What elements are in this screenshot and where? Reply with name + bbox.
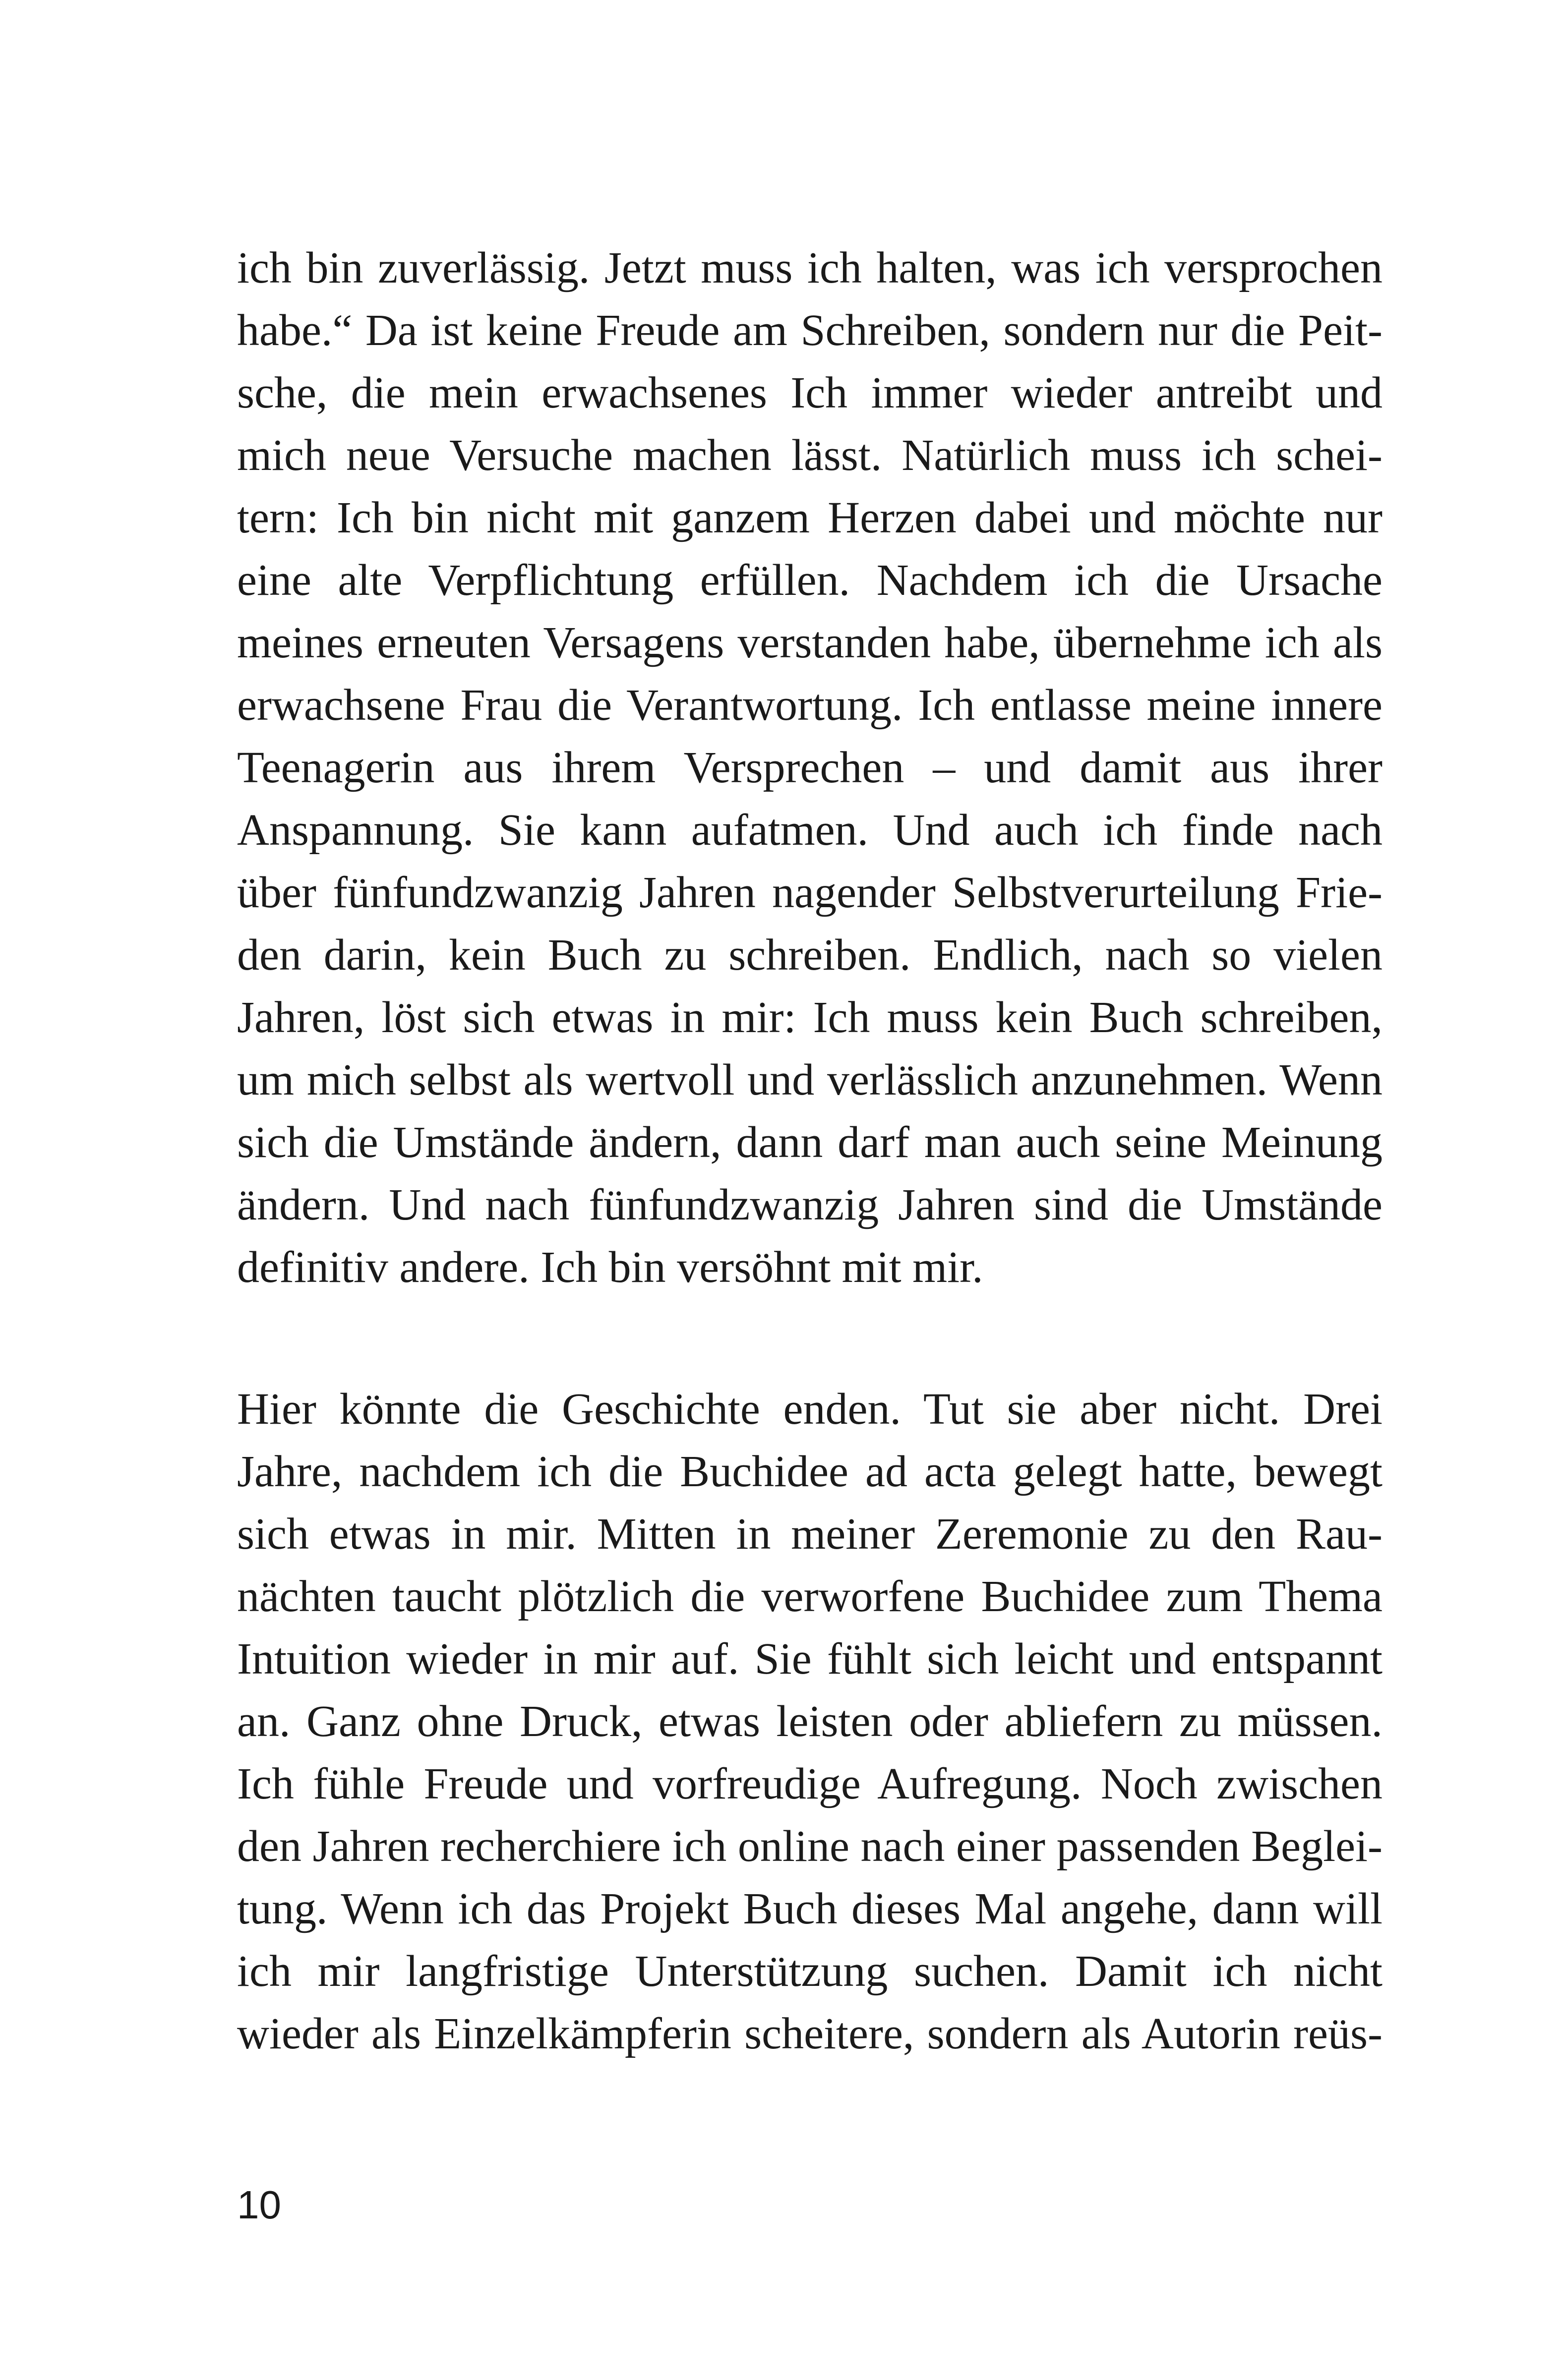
text-line: meines erneuten Versagens verstanden habe, übernehme ich als <box>237 618 1383 667</box>
text-line: um mich selbst als wertvoll und verlässlich anzunehmen. Wenn <box>237 1055 1383 1104</box>
text-line: sich etwas in mir. Mitten in meiner Zeremonie zu den Rau- <box>237 1509 1383 1559</box>
page-number: 10 <box>237 2183 281 2227</box>
text-line: tern: Ich bin nicht mit ganzem Herzen dabei und möchte nur <box>237 493 1383 542</box>
text-line: sich die Umstände ändern, dann darf man auch seine Meinung <box>237 1118 1383 1167</box>
text-line: Ich fühle Freude und vorfreudige Aufregung. Noch zwischen <box>237 1759 1383 1808</box>
paragraph-2 <box>237 1378 1383 2065</box>
text-line: Jahren, löst sich etwas in mir: Ich muss kein Buch schreiben, <box>237 993 1383 1042</box>
text-line: Jahre, nachdem ich die Buchidee ad acta gelegt hatte, bewegt <box>237 1447 1383 1496</box>
text-line: den Jahren recherchiere ich online nach einer passenden Beglei- <box>237 1822 1383 1871</box>
text-line: ich mir langfristige Unterstützung suchen. Damit ich nicht <box>237 1947 1383 1996</box>
text-line: ich bin zuverlässig. Jetzt muss ich halten, was ich versprochen <box>237 243 1383 292</box>
text-line: wieder als Einzelkämpferin scheitere, sondern als Autorin reüs- <box>237 2009 1383 2058</box>
text-line: Hier könnte die Geschichte enden. Tut sie aber nicht. Drei <box>237 1385 1383 1434</box>
text-line: ändern. Und nach fünfundzwanzig Jahren sind die Umstände <box>237 1180 1383 1229</box>
text-line: Teenagerin aus ihrem Versprechen – und damit aus ihrer <box>237 743 1383 792</box>
text-line: den darin, kein Buch zu schreiben. Endlich, nach so vielen <box>237 930 1383 980</box>
text-line: mich neue Versuche machen lässt. Natürlich muss ich schei- <box>237 431 1383 480</box>
text-line: habe.“ Da ist keine Freude am Schreiben, sondern nur die Peit- <box>237 306 1383 355</box>
text-line: Anspannung. Sie kann aufatmen. Und auch ich finde nach <box>237 806 1383 855</box>
text-line: definitiv andere. Ich bin versöhnt mit mir. <box>237 1243 983 1292</box>
text-line: über fünfundzwanzig Jahren nagender Selbstverurteilung Frie- <box>237 868 1383 917</box>
text-line: an. Ganz ohne Druck, etwas leisten oder abliefern zu müssen. <box>237 1697 1383 1746</box>
text-line: Intuition wieder in mir auf. Sie fühlt sich leicht und entspannt <box>237 1634 1383 1683</box>
text-line: eine alte Verpflichtung erfüllen. Nachdem ich die Ursache <box>237 556 1383 605</box>
text-line: tung. Wenn ich das Projekt Buch dieses Mal angehe, dann will <box>237 1884 1383 1933</box>
text-line: sche, die mein erwachsenes Ich immer wieder antreibt und <box>237 368 1383 417</box>
paragraph-1 <box>237 237 1383 1299</box>
text-line: erwachsene Frau die Verantwortung. Ich entlasse meine innere <box>237 681 1383 730</box>
text-line: nächten taucht plötzlich die verworfene Buchidee zum Thema <box>237 1572 1383 1621</box>
